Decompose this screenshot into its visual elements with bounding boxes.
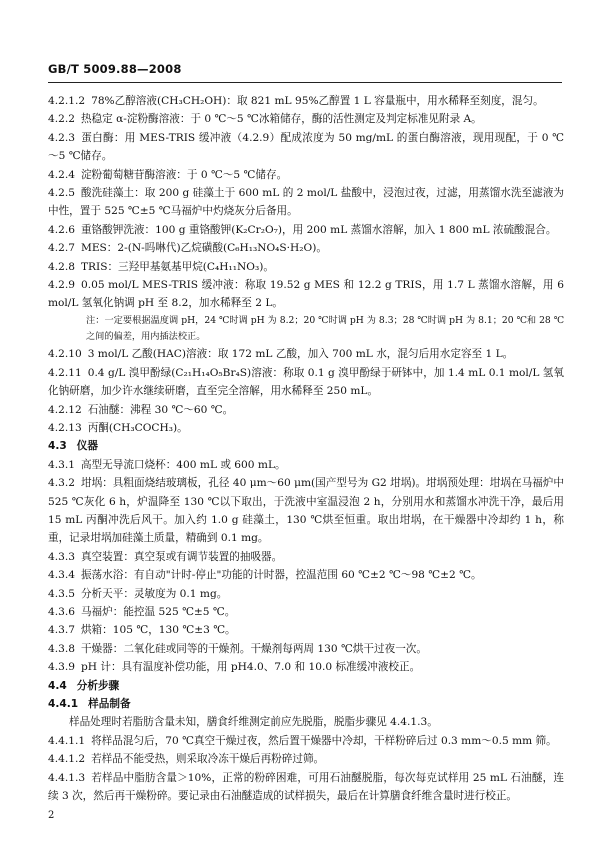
clause-text: 0.4 g/L 溴甲酚绿(C₂₁H₁₄O₅Br₄S)溶液：称取 0.1 g 溴甲酚绿于研钵中，加 1.4 mL 0.1 mol/L 氢氧化钠研磨，加少许水继续研磨，直至完全溶解，用水稀释至 250 mL。 — [48, 366, 564, 398]
clause-paragraph — [48, 585, 564, 603]
clause-paragraph — [48, 184, 564, 221]
clause-paragraph — [48, 258, 564, 276]
clause-text: 0.05 mol/L MES-TRIS 缓冲液：称取 19.52 g MES 和 12.2 g TRIS，用 1.7 L 蒸馏水溶解，用 6 mol/L 氢氧化钠调 pH 至 8.2，加水稀释至 2 L。 — [48, 279, 564, 310]
clause-text: 若样品不能受热，则采取冷冻干燥后再粉碎过筛。 — [91, 753, 325, 766]
clause-paragraph — [48, 566, 564, 584]
clause-number: 4.2.11 — [48, 366, 82, 379]
clause-text: TRIS：三羟甲基氨基甲烷(C₄H₁₁NO₃)。 — [80, 260, 274, 273]
subsection-number: 4.4.1 — [48, 698, 79, 710]
clause-text: 蛋白酶：用 MES-TRIS 缓冲液（4.2.9）配成浓度为 50 mg/mL 的蛋白酶溶液，现用现配，于 0 ℃～5 ℃储存。 — [48, 131, 564, 163]
note: 注：一定要根据温度调 pH，24 ℃时调 pH 为 8.2；20 ℃时调 pH 为 8.3；28 ℃时调 pH 为 8.1；20 ℃和 28 ℃之间的偏差，用内插法校正。 — [86, 314, 564, 343]
clause-text: 热稳定 α-淀粉酶溶液：于 0 ℃～5 ℃冰箱储存，酶的活性测定及判定标准见附录 A。 — [80, 113, 482, 126]
clause-number: 4.3.2 — [48, 477, 75, 490]
section-number: 4.4 — [48, 679, 67, 692]
clause-number: 4.2.7 — [48, 242, 75, 255]
clause-number: 4.3.3 — [48, 550, 75, 563]
clause-paragraph — [48, 769, 564, 806]
clause-paragraph — [48, 419, 564, 437]
clause-number: 4.2.5 — [48, 187, 75, 200]
clause-paragraph — [48, 750, 564, 768]
clause-text: 分析天平：灵敏度为 0.1 mg。 — [80, 587, 228, 600]
clause-number: 4.4.1.1 — [48, 734, 86, 747]
clause-number: 4.4.1.3 — [48, 771, 86, 784]
clause-paragraph — [48, 110, 564, 128]
clause-paragraph — [48, 658, 564, 676]
clause-number: 4.2.10 — [48, 348, 82, 361]
subsection-title: 样品制备 — [88, 698, 131, 710]
clause-paragraph — [48, 603, 564, 621]
clause-paragraph — [48, 166, 564, 184]
clause-number: 4.3.8 — [48, 642, 75, 655]
clause-text: 若样品中脂肪含量＞10%，正常的粉碎困难，可用石油醚脱脂，每次每克试样用 25 mL 石油醚，连续 3 次，然后再干燥粉碎。要记录由石油醚造成的试样损失，最后在计算膳食纤维含量时进行校正。 — [48, 771, 564, 803]
document-body — [48, 92, 564, 805]
clause-text: 78%乙醇溶液(CH₃CH₂OH)：取 821 mL 95%乙醇置 1 L 容量瓶中，用水稀释至刻度，混匀。 — [91, 95, 544, 107]
clause-text: MES：2-(N-吗啉代)乙烷磺酸(C₆H₁₃NO₄S·H₂O)。 — [80, 242, 327, 255]
clause-paragraph — [48, 456, 564, 474]
clause-paragraph — [48, 364, 564, 401]
standard-code: GB/T 5009.88—2008 — [48, 62, 182, 76]
clause-text: 烘箱：105 ℃，130 ℃±3 ℃。 — [80, 624, 236, 637]
instruments-list — [48, 456, 564, 677]
clause-number: 4.2.2 — [48, 113, 75, 126]
clause-number: 4.2.1.2 — [48, 95, 86, 107]
clause-text: 将样品混匀后，70 ℃真空干燥过夜，然后置干燥器中冷却，干样粉碎后过 0.3 mm～0.5 mm 筛。 — [91, 734, 557, 747]
clause-number: 4.3.6 — [48, 605, 75, 618]
clause-number: 4.2.9 — [48, 279, 75, 292]
clause-paragraph — [48, 239, 564, 257]
section-heading-instruments — [48, 437, 564, 455]
clause-number: 4.4.1.2 — [48, 753, 86, 766]
clause-text: 高型无导流口烧杯：400 mL 或 600 mL。 — [80, 458, 286, 471]
clause-number: 4.2.8 — [48, 260, 75, 273]
clause-number: 4.3.5 — [48, 587, 75, 600]
clause-text: 石油醚：沸程 30 ℃～60 ℃。 — [87, 403, 234, 416]
clause-text: 坩埚：具粗面烧结玻璃板，孔径 40 μm～60 μm(国产型号为 G2 坩埚)。坩埚预处理：坩埚在马福炉中 525 ℃灰化 6 h，炉温降至 130 ℃以下取出，于洗液中室温浸泡 2 h，分别用水和蒸馏水冲洗干净，最后用 15 mL 丙酮冲洗后风干。加入约 1.0 g 硅藻土，130 ℃烘至恒重。取出坩埚，在干燥器中冷却约 1 h，称重，记录坩埚加硅藻土质量，精确到 0.1 mg。 — [48, 477, 564, 545]
clause-paragraph — [48, 621, 564, 639]
reagents-list-part-2 — [48, 345, 564, 437]
subsection-heading-sample — [48, 695, 564, 713]
clause-text: 丙酮(CH₃COCH₃)。 — [87, 421, 188, 434]
section-heading-steps — [48, 677, 564, 695]
clause-number: 4.3.4 — [48, 569, 75, 582]
clause-paragraph — [48, 276, 564, 313]
clause-number: 4.3.1 — [48, 458, 75, 471]
clause-text: 真空装置：真空泵或有调节装置的抽吸器。 — [80, 550, 283, 563]
clause-number: 4.2.4 — [48, 168, 75, 181]
clause-number: 4.2.12 — [48, 403, 82, 416]
clause-text: 马福炉：能控温 525 ℃±5 ℃。 — [80, 605, 236, 618]
clause-text: 淀粉葡萄糖苷酶溶液：于 0 ℃～5 ℃储存。 — [80, 168, 288, 181]
section-title: 仪器 — [76, 440, 98, 453]
clause-paragraph — [48, 92, 564, 110]
sample-intro: 样品处理时若脂肪含量未知，膳食纤维测定前应先脱脂，脱脂步骤见 4.4.1.3。 — [69, 716, 438, 729]
clause-paragraph — [48, 129, 564, 166]
clause-number: 4.3.7 — [48, 624, 75, 637]
clause-text: 酸洗硅藻土：取 200 g 硅藻土于 600 mL 的 2 mol/L 盐酸中，浸泡过夜，过滤，用蒸馏水洗至滤液为中性，置于 525 ℃±5 ℃马福炉中灼烧灰分后备用。 — [48, 187, 564, 218]
header-rule — [48, 82, 562, 83]
sample-prep-list — [48, 732, 564, 806]
section-number: 4.3 — [48, 440, 67, 453]
clause-paragraph — [48, 345, 564, 363]
page-number: 2 — [48, 810, 55, 821]
clause-paragraph — [48, 640, 564, 658]
clause-text: 3 mol/L 乙酸(HAC)溶液：取 172 mL 乙酸，加入 700 mL 水，混匀后用水定容至 1 L。 — [87, 348, 514, 361]
clause-number: 4.2.13 — [48, 421, 82, 434]
clause-paragraph — [48, 474, 564, 548]
clause-text: 干燥器：二氧化硅或同等的干燥剂。干燥剂每两周 130 ℃烘干过夜一次。 — [80, 642, 427, 655]
clause-paragraph — [48, 548, 564, 566]
clause-paragraph — [48, 221, 564, 239]
clause-number: 4.2.6 — [48, 223, 75, 236]
clause-number: 4.3.9 — [48, 661, 75, 674]
clause-text: 振荡水浴：有自动"计时-停止"功能的计时器，控温范围 60 ℃±2 ℃～98 ℃±2 ℃。 — [80, 569, 482, 582]
clause-paragraph — [48, 732, 564, 750]
reagents-list-part-1 — [48, 92, 564, 313]
section-title: 分析步骤 — [76, 679, 120, 692]
clause-text: 重铬酸钾洗液：100 g 重铬酸钾(K₂Cr₂O₇)，用 200 mL 蒸馏水溶解，加入 1 800 mL 浓硫酸混合。 — [80, 223, 557, 236]
clause-paragraph — [48, 401, 564, 419]
clause-number: 4.2.3 — [48, 131, 75, 144]
clause-text: pH 计：具有温度补偿功能，用 pH4.0、7.0 和 10.0 标准缓冲液校正。 — [80, 661, 421, 674]
